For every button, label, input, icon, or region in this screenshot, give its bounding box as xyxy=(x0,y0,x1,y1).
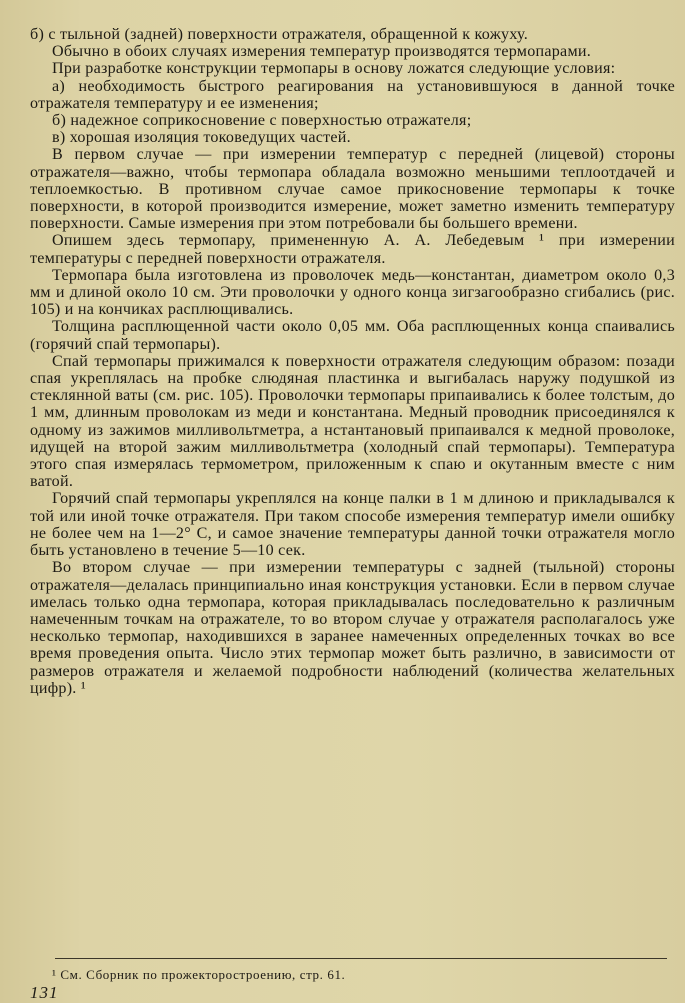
paragraph: Спай термопары прижимался к поверхности отражателя следующим образом: позади спая укреплялась на пробке слюдяная пластинка и выгибалась наружу подушкой из стеклянной ваты (см. рис. 105). Проволочки термопары припаивались к более толстым, до 1 мм, длинным проволокам из меди и константана. Медный проводник присоединялся к одному из зажимов милливольтметра, а нстантановый припаивался к медной проволоке, идущей на второй зажим милливольтметра (холодный спай термопары). Температура этого спая измерялась термометром, приложенным к спаю и окутанным вместе с ним ватой. xyxy=(30,352,675,491)
paragraph: Горячий спай термопары укреплялся на конце палки в 1 м длиною и прикладывался к той или иной точке отражателя. При таком способе измерения температур имели ошибку не более чем на 1—2° С, и самое значение температуры данной точки отражателя могло быть установлено в течение 5—10 сек. xyxy=(30,490,675,560)
paragraph: Во втором случае — при измерении температуры с задней (тыльной) стороны отражателя—делалась принципиально иная конструкция установки. Если в первом случае имелась только одна термопара, которая прикладывалась последовательно к различным намеченным точкам на отражателе, то во втором случае у отражателя располагалось уже несколько термопар, находившихся в заранее намеченных определенных точках во все время проведения опыта. Число этих термопар может быть различно, в зависимости от размеров отражателя и желаемой подробности наблюдений (количества желательных цифр). ¹ xyxy=(30,559,675,697)
list-item: а) необходимость быстрого реагирования на установившуюся в данной точке отражателя температуру и ее изменения; xyxy=(30,77,675,112)
footnote-divider xyxy=(55,958,667,959)
page-number: 131 xyxy=(30,983,59,1002)
footnote: ¹ См. Сборник по прожекторостроению, стр. 61. xyxy=(52,967,346,982)
paragraph: б) с тыльной (задней) поверхности отражателя, обращенной к кожуху. xyxy=(30,26,528,43)
paragraph: В первом случае — при измерении температур с передней (лицевой) стороны отражателя—важно, чтобы термопара обладала возможно меньшими теплоотдачей и теплоемкостью. В противном случае самое прикосновение термопары к точке поверхности, в которой производится измерение, может заметно изменить температуру поверхности. Самые измерения при этом потребовали бы большего времени. xyxy=(30,146,675,233)
body-text xyxy=(30,26,675,697)
paragraph: При разработке конструкции термопары в основу ложатся следующие условия: xyxy=(52,60,616,78)
paragraph: Опишем здесь термопару, примененную А. А. Лебедевым ¹ при измерении температуры с передней поверхности отражателя. xyxy=(30,232,675,267)
list-item: в) хорошая изоляция токоведущих частей. xyxy=(52,129,351,147)
list-item: б) надежное соприкосновение с поверхностью отражателя; xyxy=(52,112,472,130)
paragraph: Обычно в обоих случаях измерения температур производятся термопарами. xyxy=(52,43,592,61)
paragraph: Толщина расплющенной части около 0,05 мм. Оба расплющенных конца спаивались (горячий спай термопары). xyxy=(30,318,675,353)
paragraph: Термопара была изготовлена из проволочек медь—константан, диаметром около 0,3 мм и длиной около 10 см. Эти проволочки у одного конца зигзагообразно сгибались (рис. 105) и на кончиках расплющивались. xyxy=(30,266,675,319)
